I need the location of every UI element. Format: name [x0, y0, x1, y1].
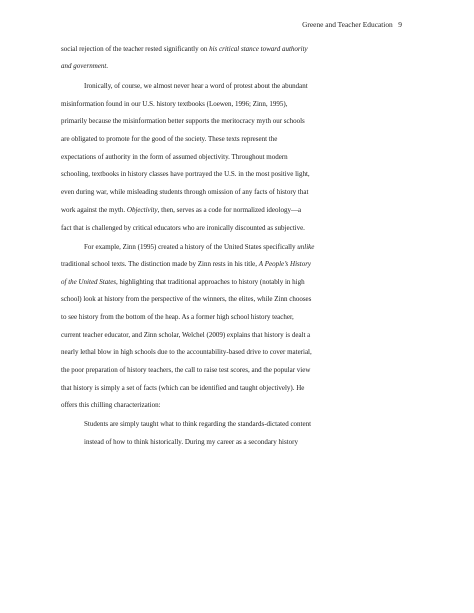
text-span: the poor preparation of history teachers, the call to raise test scores, and the popular view: [61, 366, 311, 374]
text-line: [84, 421, 311, 428]
text-line: [61, 349, 312, 356]
text-span: even during war, while misleading students through omission of any facts of history that: [61, 188, 309, 196]
text-line: [61, 136, 277, 143]
text-span: expectations of authority in the form of assumed objectivity. Throughout modern: [61, 153, 288, 161]
text-line: [61, 402, 161, 409]
running-head: [302, 20, 402, 29]
text-line: [61, 314, 294, 321]
text-line: [61, 154, 288, 161]
text-line: [61, 171, 310, 178]
text-span: that history is simply a set of facts (which can be identified and taught objectively). He: [61, 384, 305, 392]
italic-text: and government: [61, 62, 107, 70]
text-line: [61, 189, 308, 196]
text-line: [61, 279, 305, 286]
text-span: primarily because the misinformation better supports the meritocracy myth our schools: [61, 117, 305, 125]
text-line: [61, 296, 311, 303]
text-line: [61, 385, 304, 392]
text-span: fact that is challenged by critical educators who are ironically discounted as subjective.: [61, 224, 305, 232]
italic-text: A People’s History: [258, 260, 312, 268]
text-span: schooling, textbooks in history classes have portrayed the U.S. in the most positive light,: [61, 170, 310, 178]
text-span: offers this chilling characterization:: [61, 401, 161, 409]
text-line: [84, 83, 308, 90]
italic-text: unlike: [297, 243, 315, 251]
italic-text: his critical stance toward authority: [209, 45, 308, 53]
italic-text: of the United States: [61, 278, 117, 286]
text-span: work against the myth.: [61, 206, 127, 214]
text-span: misinformation found in our U.S. history textbooks (Loewen, 1996; Zinn, 1995),: [61, 100, 288, 108]
text-line: [61, 367, 310, 374]
italic-text: Objectivity: [126, 206, 158, 214]
text-span: instead of how to think historically. During my career as a secondary history: [84, 438, 298, 446]
text-line: [61, 46, 308, 53]
text-span: nearly lethal blow in high schools due to the accountability-based drive to cover material,: [61, 348, 312, 356]
text-line: [61, 261, 311, 268]
text-span: , then, serves as a code for normalized ideology—a: [157, 206, 302, 214]
text-line: [61, 118, 305, 125]
text-span: school) look at history from the perspective of the winners, the elites, while Zinn chooses: [61, 295, 312, 303]
text-line: [61, 207, 301, 214]
text-span: For example, Zinn (1995) created a history of the United States specifically: [84, 243, 298, 251]
text-span: current teacher educator, and Zinn scholar, Welchel (2009) explains that history is dealt a: [61, 331, 311, 339]
text-span: Ironically, of course, we almost never hear a word of protest about the abundant: [84, 82, 308, 90]
text-span: social rejection of the teacher rested significantly on: [61, 45, 210, 53]
text-line: [61, 101, 288, 108]
text-span: .: [106, 62, 109, 70]
text-line: [84, 244, 314, 251]
text-line: [61, 332, 310, 339]
text-span: Students are simply taught what to think regarding the standards-dictated content: [84, 420, 312, 428]
page-number: 9: [398, 20, 402, 29]
running-head-title: Greene and Teacher Education: [302, 20, 393, 29]
text-line: [61, 225, 305, 232]
text-line: [61, 63, 108, 70]
text-span: , highlighting that traditional approaches to history (notably in high: [116, 278, 305, 286]
text-span: are obligated to promote for the good of the society. These texts represent the: [61, 135, 278, 143]
text-line: [84, 439, 298, 446]
text-span: to see history from the bottom of the heap. As a former high school history teacher,: [61, 313, 294, 321]
text-span: traditional school texts. The distinction made by Zinn rests in his title,: [61, 260, 259, 268]
